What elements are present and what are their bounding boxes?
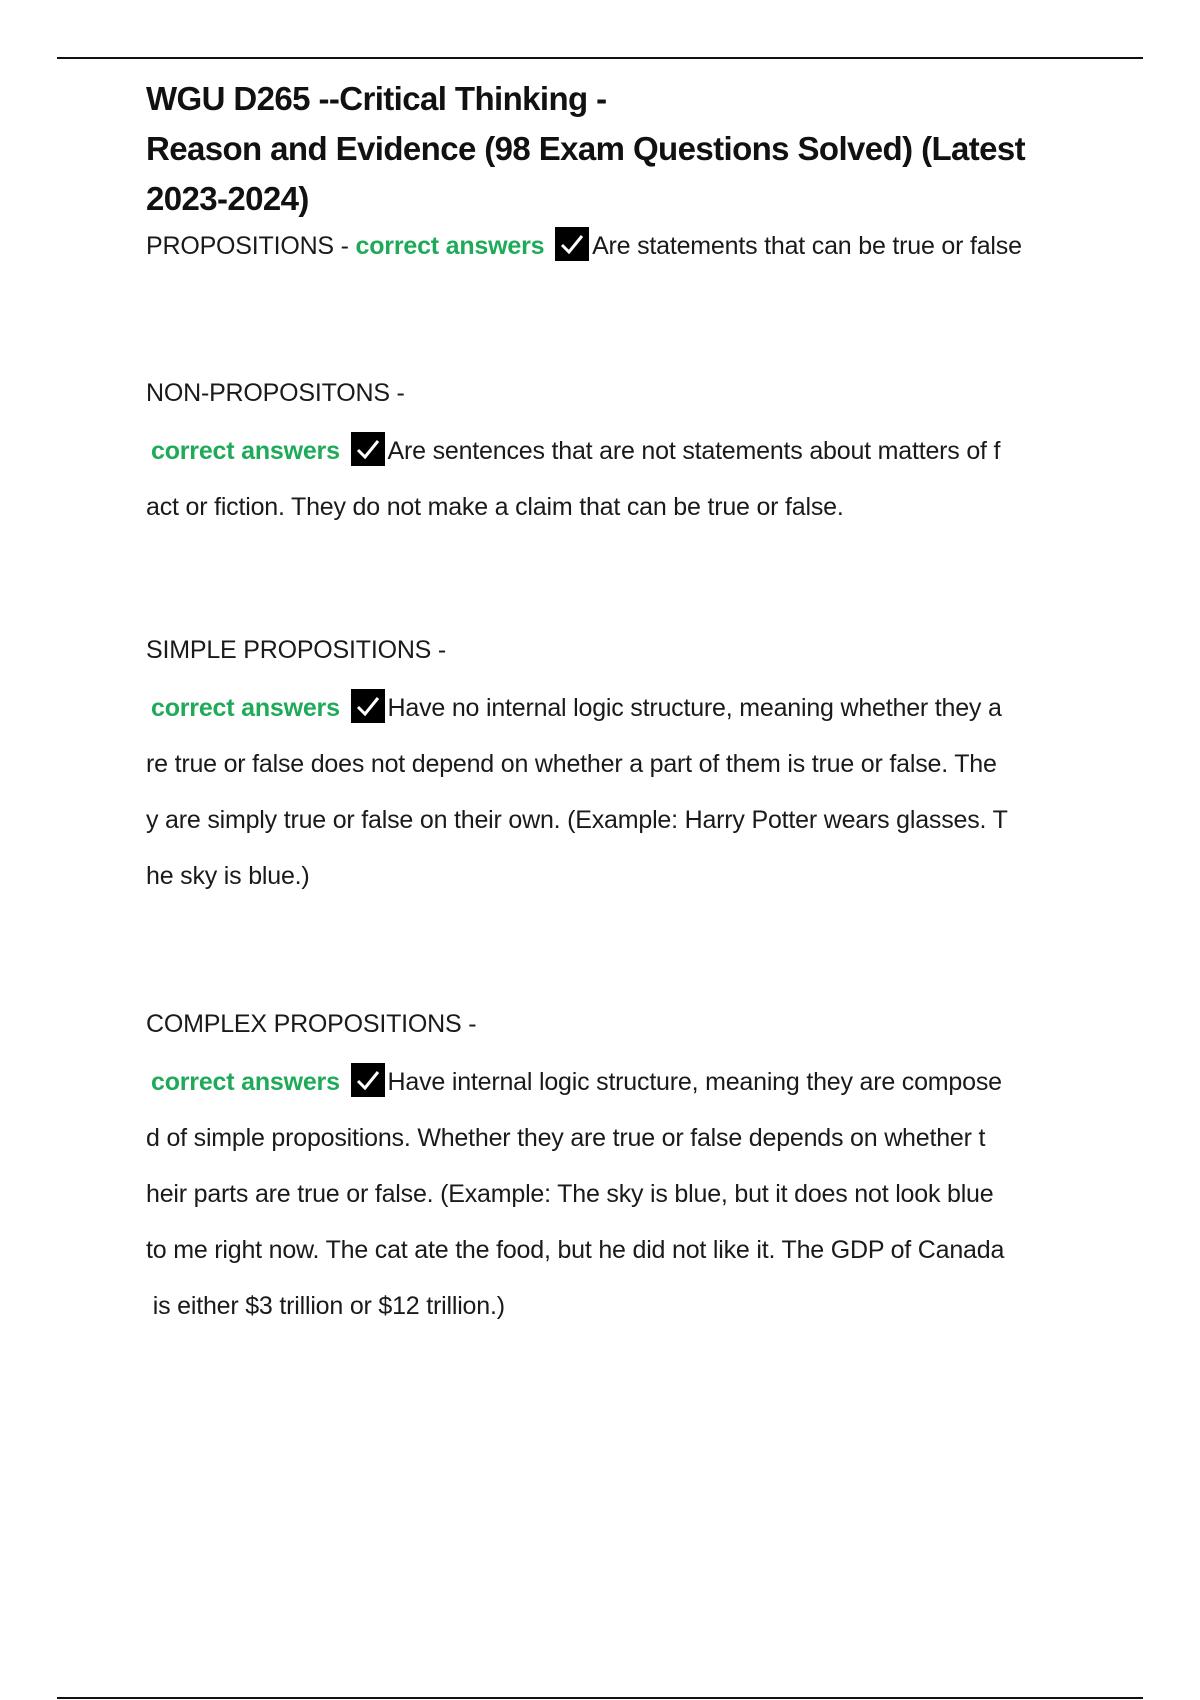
title-line-1: WGU D265 --Critical Thinking - bbox=[146, 80, 607, 117]
term: PROPOSITIONS - bbox=[146, 232, 356, 260]
qa-item-non-propositions bbox=[146, 363, 1096, 535]
top-rule bbox=[57, 57, 1143, 59]
term: COMPLEX PROPOSITIONS - bbox=[146, 1010, 477, 1038]
qa-item-complex-propositions bbox=[146, 994, 1096, 1334]
definition-line: y are simply true or false on their own. (Example: Harry Potter wears glasses. T bbox=[146, 806, 1008, 834]
definition-line: to me right now. The cat ate the food, but he did not like it. The GDP of Canada bbox=[146, 1236, 1005, 1264]
definition-line: is either $3 trillion or $12 trillion.) bbox=[146, 1292, 505, 1320]
bottom-rule bbox=[57, 1697, 1143, 1699]
checkbox-check-icon bbox=[351, 432, 385, 466]
checkbox-check-icon bbox=[555, 227, 589, 261]
answer-label: correct answers bbox=[151, 1068, 340, 1096]
checkbox-check-icon bbox=[351, 689, 385, 723]
qa-line bbox=[146, 680, 1096, 736]
qa-item-propositions bbox=[146, 218, 1096, 274]
title-line-2: Reason and Evidence (98 Exam Questions Solved) (Latest bbox=[146, 130, 1026, 167]
definition-line: he sky is blue.) bbox=[146, 862, 310, 890]
term: SIMPLE PROPOSITIONS - bbox=[146, 636, 447, 664]
title-line-3: 2023-2024) bbox=[146, 180, 309, 217]
definition-line: Are sentences that are not statements about matters of f bbox=[387, 437, 1001, 465]
qa-line bbox=[146, 218, 1096, 274]
document-title bbox=[146, 74, 1096, 224]
definition-line: Have internal logic structure, meaning they are compose bbox=[387, 1068, 1002, 1096]
qa-line bbox=[146, 423, 1096, 479]
document-body bbox=[146, 74, 1096, 1334]
answer-label: correct answers bbox=[151, 437, 340, 465]
definition-line: act or fiction. They do not make a claim that can be true or false. bbox=[146, 493, 844, 521]
answer-label: correct answers bbox=[355, 232, 545, 260]
answer-label: correct answers bbox=[151, 694, 340, 722]
definition-line: Have no internal logic structure, meaning whether they a bbox=[387, 694, 1002, 722]
qa-line bbox=[146, 1054, 1096, 1110]
definition-line: heir parts are true or false. (Example: The sky is blue, but it does not look blue bbox=[146, 1180, 994, 1208]
definition-line: re true or false does not depend on whether a part of them is true or false. The bbox=[146, 750, 997, 778]
checkbox-check-icon bbox=[351, 1063, 385, 1097]
definition-line: d of simple propositions. Whether they are true or false depends on whether t bbox=[146, 1124, 986, 1152]
definition-line: Are statements that can be true or false bbox=[592, 232, 1022, 260]
qa-item-simple-propositions bbox=[146, 620, 1096, 904]
term: NON-PROPOSITONS - bbox=[146, 379, 405, 407]
